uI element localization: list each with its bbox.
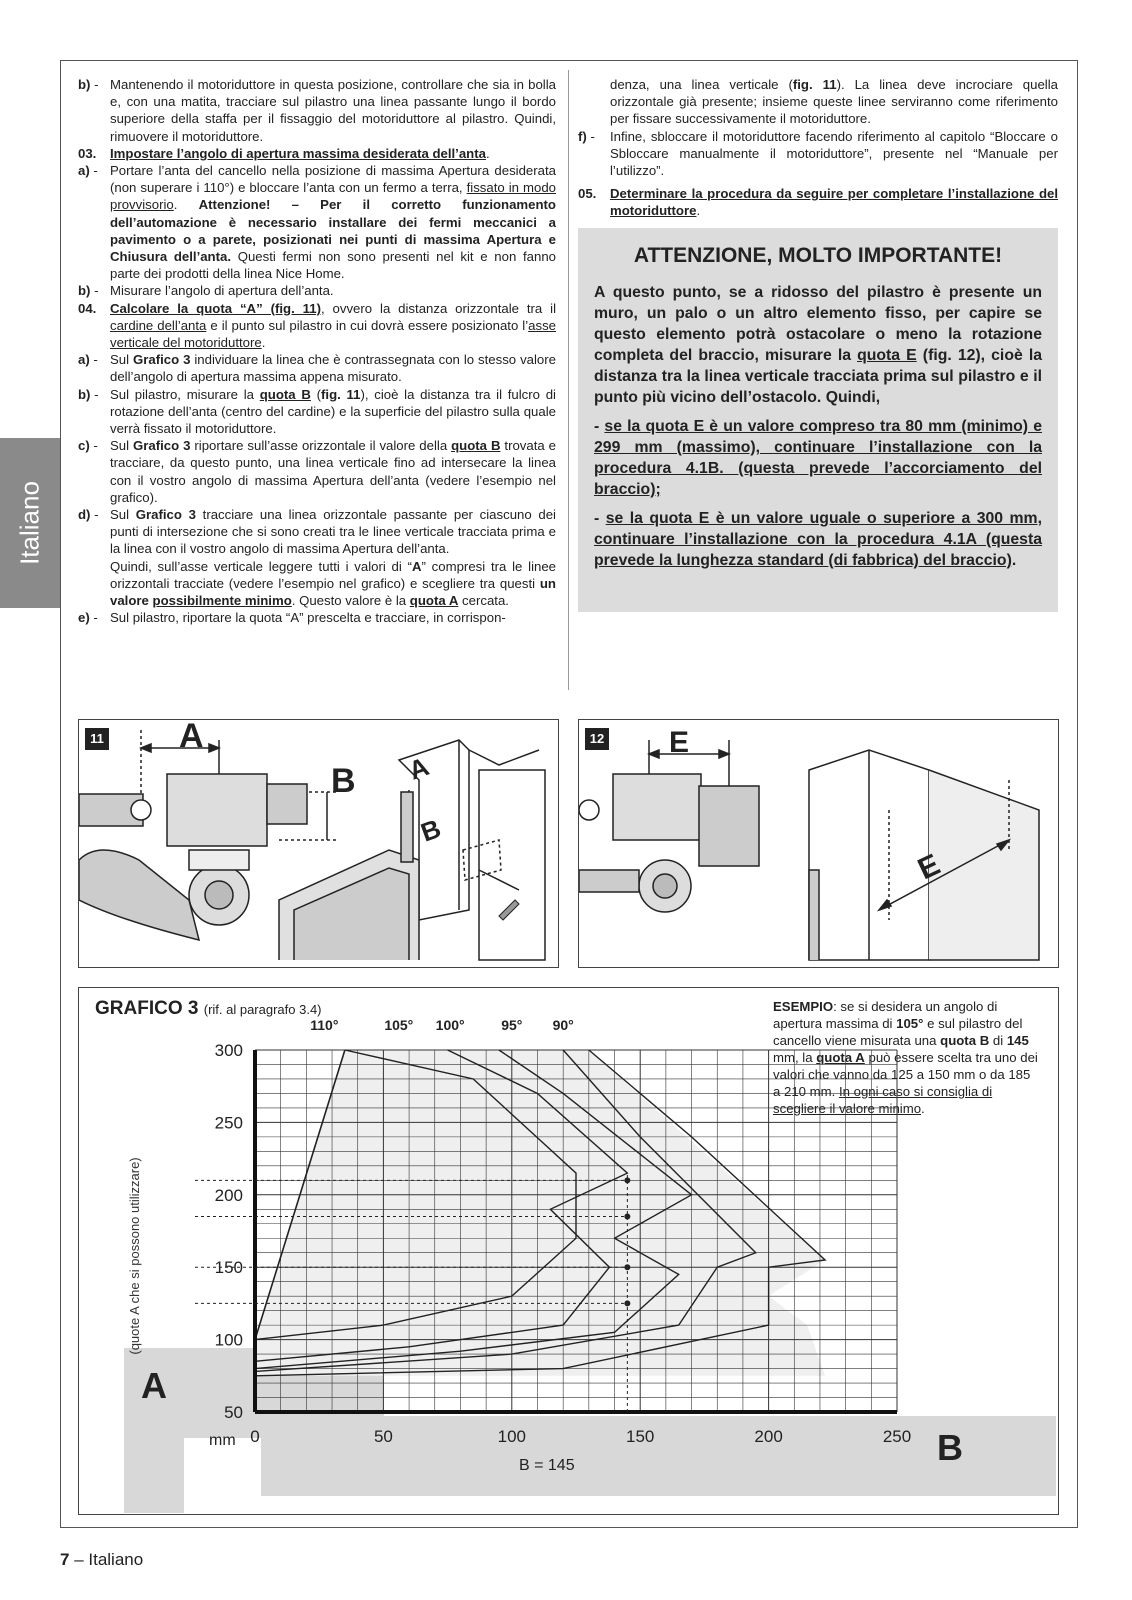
- x-tick-label: 50: [373, 1427, 393, 1446]
- t: -: [594, 418, 605, 435]
- t: -: [594, 510, 606, 527]
- figure-11: [78, 719, 559, 968]
- label: f): [578, 128, 587, 144]
- example-point: [624, 1214, 630, 1220]
- y-tick-label: 250: [214, 1113, 243, 1133]
- quota-b-small-label: B: [416, 813, 445, 848]
- text: Mantenendo il motoriduttore in questa posizione, controllare che sia in bolla e, con una matita, tracciare sul pilastro una linea passante lungo il bordo superiore della staffa per il fissaggio del motoriduttore al pilastro. Quindi, rimuovere il motoriduttore.: [110, 77, 556, 144]
- angle-label: 100°: [435, 1017, 465, 1033]
- page-number: 7: [60, 1550, 70, 1569]
- label: b): [78, 386, 91, 402]
- x-tick-label: 250: [882, 1427, 912, 1446]
- b: ESEMPIO: [773, 999, 834, 1014]
- t: , ovvero la distanza orizzontale tra il: [320, 300, 557, 316]
- quota-a-label: A: [179, 720, 204, 755]
- t: Sul pilastro, misurare la: [110, 386, 260, 402]
- figure-number: 11: [85, 728, 109, 750]
- t: denza, una linea verticale (: [610, 77, 793, 92]
- end: .: [696, 203, 701, 219]
- language-tab-label: Italiano: [14, 481, 45, 565]
- figure-11-illustration: [79, 720, 557, 966]
- b-note: B = 145: [519, 1457, 575, 1474]
- x-tick-label: 100: [497, 1427, 526, 1446]
- label: 04.: [78, 300, 97, 316]
- warning-p3: [594, 508, 1042, 571]
- t: mm, la: [773, 1050, 817, 1065]
- warning-p1: [594, 282, 1042, 408]
- figure-number: 12: [585, 728, 609, 750]
- quota-b-label: B: [331, 762, 356, 800]
- u: se la quota E è un valore uguale o superiore a 300 mm, continuare l’installazione con la procedura 4.1A (questa prevede la lunghezza standard (di fabbrica) del braccio): [594, 510, 1042, 569]
- section-05: [578, 185, 1058, 219]
- b: A: [411, 558, 422, 574]
- angle-label: 105°: [384, 1017, 414, 1033]
- step-b2: b) - Misurare l’angolo di apertura dell’anta.: [78, 282, 556, 299]
- t: . Questo valore è la: [291, 593, 410, 609]
- x-tick-label: 0: [250, 1427, 260, 1446]
- label: b): [78, 283, 91, 299]
- title: Determinare la procedura da seguire per completare l’installazione del motoriduttore: [610, 186, 1058, 219]
- axis-b-letter: B: [937, 1427, 963, 1468]
- b: Attenzione! – Per il corretto funzionamento dell’automazione è necessario installare dei fermi meccanici a pavimento o a parete, posizionati nei punti di massima Apertura e Chiusura dell’anta.: [110, 197, 556, 265]
- t: .: [173, 197, 199, 213]
- step-b3: b) - Sul pilastro, misurare la quota B (fig. 11), cioè la distanza tra il fulcro di rotazione dell’anta (centro del cardine) e la superficie del pilastro sulla quale verrà fissato il motoriduttore.: [78, 386, 556, 437]
- footer-lang: Italiano: [88, 1550, 144, 1569]
- label: c): [78, 438, 90, 454]
- graph-3-chart: [79, 988, 1057, 1513]
- angle-label: 110°: [310, 1017, 339, 1033]
- step-a2: a) - Sul Grafico 3 individuare la linea che è contrassegnata con lo stesso valore dell’angolo di apertura massima appena misurato.: [78, 352, 556, 385]
- b: un valore: [110, 575, 556, 609]
- angle-label: 95°: [501, 1017, 523, 1033]
- step-a1: a) - Portare l’anta del cancello nella posizione di massima Apertura desiderata (non superare i 110°) e bloccare l’anta con un fermo a terra, fissato in modo provvisorio. Attenzione! – Per il corretto funzionamento dell’automazione è necessario installare dei fermi meccanici a pavimento o a parete, posizionati nei punti di massima Apertura e Chiusura dell’anta. Questi fermi non sono presenti nel kit e non fanno parte dei prodotti della linea Nice Home.: [78, 163, 556, 282]
- example-point: [624, 1177, 630, 1183]
- end: .: [485, 145, 490, 161]
- t: ). La linea deve incrociare quella orizzontale già presente; insieme queste linee serviranno come riferimento per fissare successivamente il motoriduttore.: [610, 77, 1058, 127]
- label: b): [78, 77, 91, 92]
- step-c1: c) - Sul Grafico 3 riportare sull’asse orizzontale il valore della quota B trovata e tracciare, da questo punto, una linea verticale fino ad intersecare la linea con il vostro angolo di massima Apertura dell’anta (vedere l’esempio nel grafico).: [78, 438, 556, 505]
- y-tick-label: 200: [214, 1185, 243, 1205]
- u: quota E: [857, 347, 917, 364]
- text: Infine, sbloccare il motoriduttore facendo riferimento al capitolo “Bloccare o Sbloccare manualmente il motoriduttore”, presente nel “Manuale per l’utilizzo”.: [610, 128, 1058, 179]
- warning-box: [578, 228, 1058, 612]
- example-point: [624, 1264, 630, 1270]
- unit-label: mm: [209, 1432, 236, 1449]
- t: ), cioè la distanza tra il fulcro di rotazione dell’anta (centro del cardine) e la superficie del pilastro sulla quale verrà fissato il motoriduttore.: [110, 386, 556, 437]
- u: In ogni caso si consiglia di scegliere il valore minimo: [773, 1084, 993, 1116]
- b: possibilmente minimo: [152, 593, 292, 609]
- b: fig. 11: [321, 386, 361, 402]
- text: Misurare l’angolo di apertura dell’anta.: [110, 283, 334, 299]
- warning-title: ATTENZIONE, MOLTO IMPORTANTE!: [633, 244, 1003, 267]
- step-f1: f) - Infine, sbloccare il motoriduttore facendo riferimento al capitolo “Bloccare o Sbloccare manualmente il motoriduttore”, presente nel “Manuale per l’utilizzo”.: [578, 128, 1058, 179]
- y-tick-label: 100: [214, 1330, 243, 1350]
- u: se la quota E è un valore compreso tra 80 mm (minimo) e 299 mm (massimo), continuare l’installazione con la procedura 4.1B. (questa prevede l’accorciamento del braccio);: [594, 418, 1042, 498]
- graph-3: [78, 987, 1059, 1515]
- label: a): [78, 352, 90, 368]
- section-03: [78, 145, 556, 162]
- warning-p2: [594, 416, 1042, 500]
- text: Sul pilastro, riportare la quota “A” prescelta e tracciare, in corrispon-: [110, 610, 506, 626]
- column-divider: [568, 70, 569, 690]
- quota-a-small-label: A: [404, 751, 433, 786]
- t: Sul: [110, 438, 133, 454]
- b: 105°: [896, 1016, 924, 1031]
- b: quota B: [259, 386, 311, 402]
- y-tick-label: 150: [214, 1258, 243, 1278]
- footer-sep: –: [69, 1550, 89, 1569]
- left-column: [78, 76, 556, 627]
- graph-subtitle: (rif. al paragrafo 3.4): [203, 1002, 322, 1017]
- b: fig. 11: [792, 77, 837, 92]
- u: cardine dell’anta: [110, 317, 207, 333]
- label: a): [78, 163, 90, 179]
- y-tick-label: 300: [214, 1041, 243, 1060]
- t: (: [310, 386, 322, 402]
- b: quota B: [940, 1033, 990, 1048]
- figure-12: [578, 719, 1059, 968]
- x-tick-label: 200: [754, 1427, 783, 1446]
- t: .: [261, 335, 266, 351]
- figure-12-illustration: [579, 720, 1057, 966]
- right-column: [578, 76, 1058, 220]
- label: 03.: [78, 145, 97, 161]
- t: ” compresi tra le linee orizzontali tracciate (vedere l’esempio nel grafico) e scegliere tra questi: [110, 558, 557, 591]
- t: A questo punto, se a ridosso del pilastro è presente un muro, un palo o un altro elemento fisso, per capire se questo elemento potrà ostacolare o meno la rotazione completa del braccio, misurare la: [594, 284, 1042, 364]
- t: tracciare una linea orizzontale passante per ciascuno dei punti di intersezione che si sono creati tra le linee verticale tracciata prima e la linea con il vostro angolo di massima Apertura dell’anta.: [110, 507, 556, 557]
- usable-region: [255, 1050, 825, 1376]
- page-footer: [60, 1550, 143, 1570]
- u: fissato in modo provvisorio: [110, 180, 556, 213]
- b: Grafico 3: [133, 352, 191, 368]
- step-b1: b) - Mantenendo il motoriduttore in questa posizione, controllare che sia in bolla e, con una matita, tracciare sul pilastro una linea passante lungo il bordo superiore della staffa per il fissaggio del motoriduttore al pilastro. Quindi, rimuovere il motoriduttore.: [78, 77, 556, 144]
- t: e sul pilastro del cancello viene misurata una: [773, 1016, 1023, 1048]
- graph-title-text: GRAFICO 3: [95, 998, 199, 1019]
- quota-e-small-label: E: [913, 847, 946, 887]
- language-tab: [0, 438, 60, 608]
- step-d1: d) - Sul Grafico 3 tracciare una linea orizzontale passante per ciascuno dei punti di intersezione che si sono creati tra le linee verticale tracciata prima e la linea con il vostro angolo di massima Apertura dell’anta. Quindi, sull’asse verticale leggere tutti i valori di “A” compresi tra le linee orizzontali tracciate (vedere l’esempio nel grafico) e scegliere tra questi un valore possibilmente minimo. Questo valore è la quota A cercata.: [78, 507, 557, 609]
- label: d): [78, 507, 91, 523]
- t: (fig. 12), cioè la distanza tra la linea verticale tracciata prima sul pilastro e il punto più vicino dell’ostacolo. Quindi,: [594, 347, 1043, 406]
- b: quota B: [451, 438, 501, 454]
- b: quota A: [816, 1050, 865, 1065]
- t: Sul: [110, 352, 133, 368]
- angle-label: 90°: [552, 1017, 574, 1033]
- t: : se si desidera un angolo di apertura massima di: [773, 999, 998, 1031]
- step-e1-continued: [578, 76, 1058, 128]
- title: Impostare l’angolo di apertura massima desiderata dell’anta: [110, 145, 486, 161]
- quota-e-label: E: [669, 726, 690, 759]
- y-tick-label: 50: [224, 1403, 243, 1422]
- b: Grafico 3: [133, 438, 191, 454]
- b: quota A: [409, 593, 459, 609]
- t: cercata.: [458, 593, 509, 609]
- axis-a-letter: A: [141, 1365, 167, 1406]
- t: .: [1011, 552, 1017, 569]
- t: riportare sull’asse orizzontale il valore della: [190, 438, 452, 454]
- t: individuare la linea che è contrassegnata con lo stesso valore dell’angolo di apertura massima appena misurato.: [110, 352, 556, 385]
- t: di: [989, 1033, 1007, 1048]
- t: trovata e tracciare, da questo punto, una linea verticale fino ad intersecare la linea con il vostro angolo di massima Apertura dell’anta (vedere l’esempio nel grafico).: [110, 438, 556, 505]
- t: può essere scelta tra uno dei valori che vanno da 125 a 150 mm o da 185 a 210 mm.: [773, 1050, 1038, 1099]
- t: Questi fermi non sono presenti nel kit e non fanno parte dei prodotti della linea Nice Home.: [110, 249, 556, 282]
- x-tick-label: 150: [626, 1427, 655, 1446]
- step-e1: e) - Sul pilastro, riportare la quota “A” prescelta e tracciare, in corrispon-: [78, 609, 556, 626]
- b: 145: [1006, 1033, 1029, 1048]
- u: Calcolare la quota “A” (fig. 11): [110, 300, 321, 316]
- y-axis-label: (quote A che si possono utilizzare): [127, 1157, 142, 1355]
- u: asse verticale del motoriduttore: [110, 317, 556, 351]
- example-point: [624, 1300, 630, 1306]
- t: .: [921, 1101, 925, 1116]
- section-04: [78, 300, 556, 352]
- t: Quindi, sull’asse verticale leggere tutti i valori di “: [110, 558, 412, 574]
- t: Portare l’anta del cancello nella posizione di massima Apertura desiderata (non superare i 110°) e bloccare l’anta con un fermo a terra,: [110, 163, 556, 196]
- b: Grafico 3: [135, 507, 196, 523]
- t: Sul: [110, 507, 136, 523]
- label: e): [78, 610, 90, 626]
- label: 05.: [578, 186, 597, 202]
- t: e il punto sul pilastro in cui dovrà essere posizionato l’: [206, 317, 529, 333]
